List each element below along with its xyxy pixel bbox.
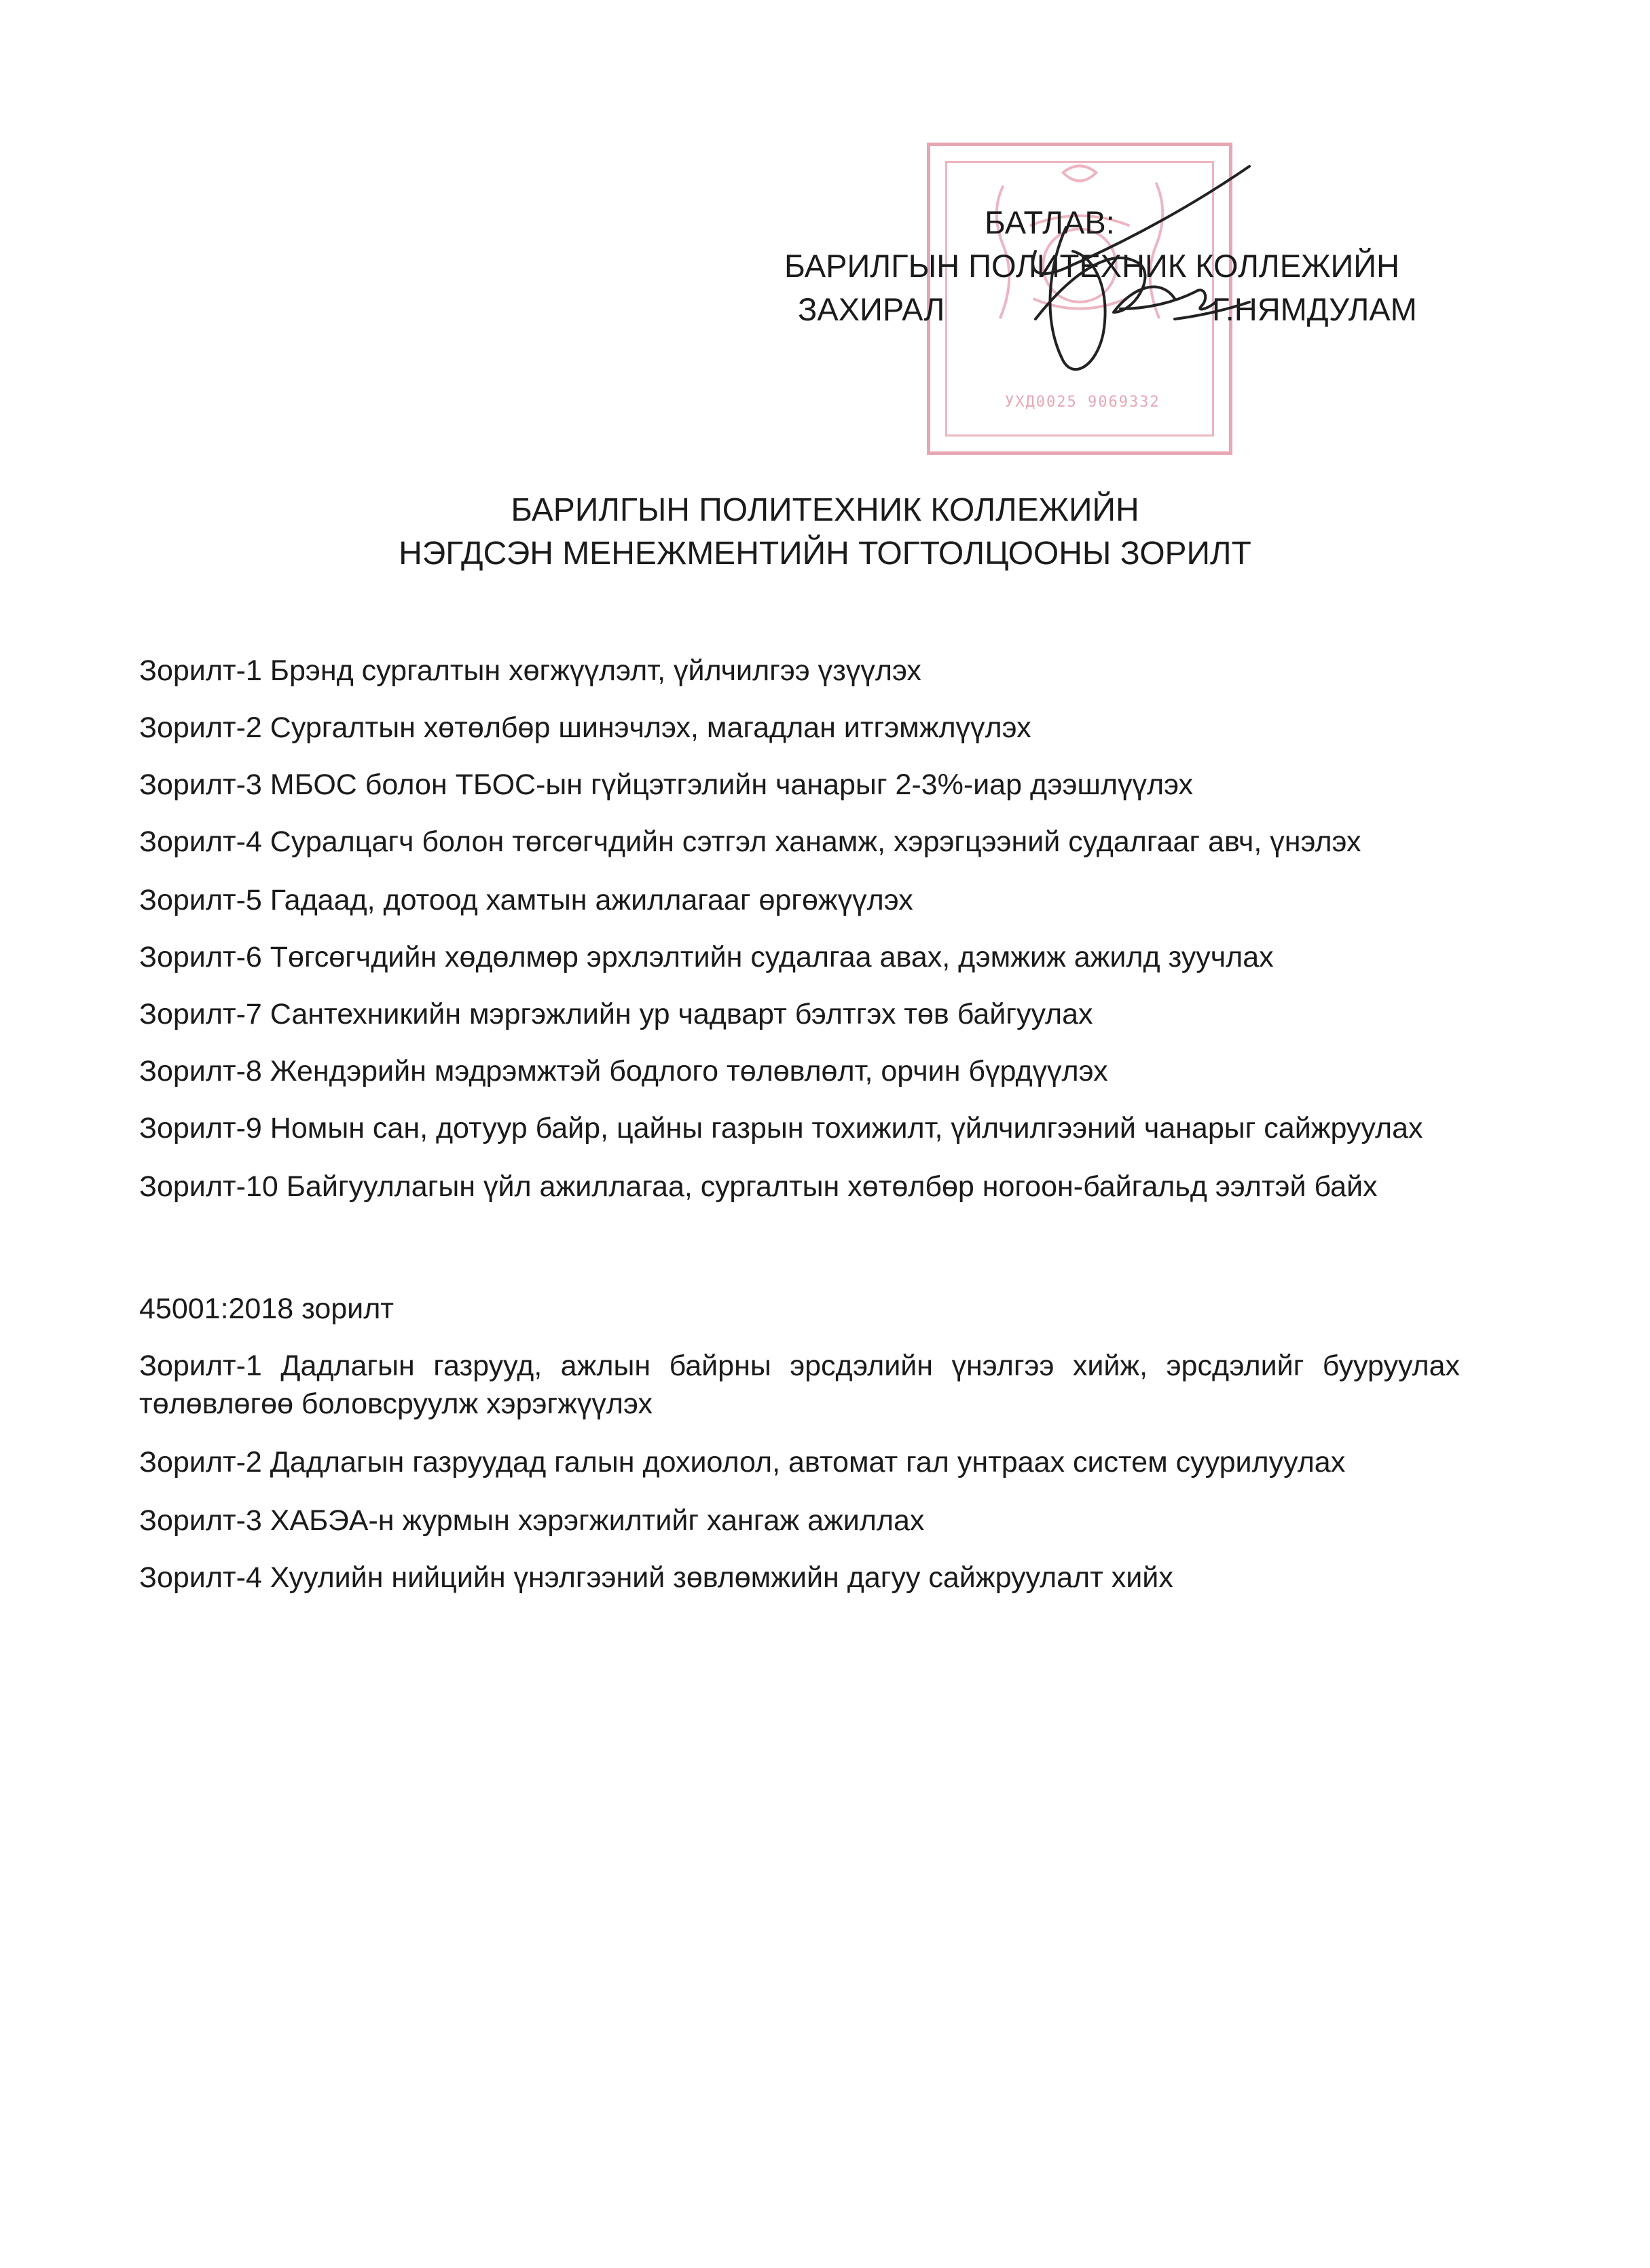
goal-item: Зорилт-1 Брэнд сургалтын хөгжүүлэлт, үйлчилгээ үзүүлэх [139, 654, 921, 687]
approval-label: БАТЛАВ: [985, 204, 1115, 240]
safety-goal-item: Зорилт-2 Дадлагын газруудад галын дохиолол, автомат гал унтраах систем суурилуулах [139, 1446, 1346, 1479]
goal-item: Зорилт-2 Сургалтын хөтөлбөр шинэчлэх, магадлан итгэмжлүүлэх [139, 711, 1031, 744]
goal-item: Зорилт-8 Жендэрийн мэдрэмжтэй бодлого төлөвлөлт, орчин бүрдүүлэх [139, 1055, 1108, 1087]
goal-item: Зорилт-7 Сантехникийн мэргэжлийн ур чадварт бэлтгэх төв байгуулах [139, 998, 1093, 1030]
approval-organization: БАРИЛГЫН ПОЛИТЕХНИК КОЛЛЕЖИЙН [784, 248, 1400, 284]
approval-name: Г.НЯМДУЛАМ [1212, 291, 1417, 327]
title-line-2: НЭГДСЭН МЕНЕЖМЕНТИЙН ТОГТОЛЦООНЫ ЗОРИЛТ [399, 536, 1251, 572]
goal-item: Зорилт-10 Байгууллагын үйл ажиллагаа, сургалтын хөтөлбөр ногоон-байгальд ээлтэй байх [139, 1170, 1378, 1203]
safety-goal-item: Зорилт-4 Хуулийн нийцийн үнэлгээний зөвлөмжийн дагуу сайжруулалт хийх [139, 1561, 1173, 1594]
goal-item: Зорилт-4 Суралцагч болон төгсөгчдийн сэтгэл ханамж, хэрэгцээний судалгааг авч, үнэлэх [139, 825, 1361, 858]
document-title [0, 489, 1650, 576]
safety-goal-item: Зорилт-3 ХАБЭА-н журмын хэрэгжилтийг хангаж ажиллах [139, 1504, 925, 1537]
stamp-code: УХД0025 9069332 [1005, 394, 1160, 411]
goal-item: Зорилт-5 Гадаад, дотоод хамтын ажиллагааг өргөжүүлэх [139, 884, 913, 916]
goals-list [139, 652, 1460, 1616]
goal-item: Зорилт-3 МБОС болон ТБОС-ын гүйцэтгэлийн чанарыг 2-3%-иар дээшлүүлэх [139, 768, 1194, 801]
safety-goal-item: Зорилт-1 Дадлагын газрууд, ажлын байрны эрсдэлийн үнэлгээ хийж, эрсдэлийг бууруулах төлөвлөгөө боловсруулж хэрэгжүүлэх [139, 1350, 1460, 1420]
approval-role: ЗАХИРАЛ [798, 291, 945, 327]
handwritten-signature [971, 163, 1256, 387]
goal-item: Зорилт-9 Номын сан, дотуур байр, цайны газрын тохижилт, үйлчилгээний чанарыг сайжруулах [139, 1112, 1423, 1145]
goal-item: Зорилт-6 Төгсөгчдийн хөдөлмөр эрхлэлтийн судалгаа авах, дэмжиж ажилд зуучлах [139, 941, 1274, 973]
title-line-1: БАРИЛГЫН ПОЛИТЕХНИК КОЛЛЕЖИЙН [511, 492, 1139, 528]
section-heading: 45001:2018 зорилт [139, 1293, 394, 1325]
